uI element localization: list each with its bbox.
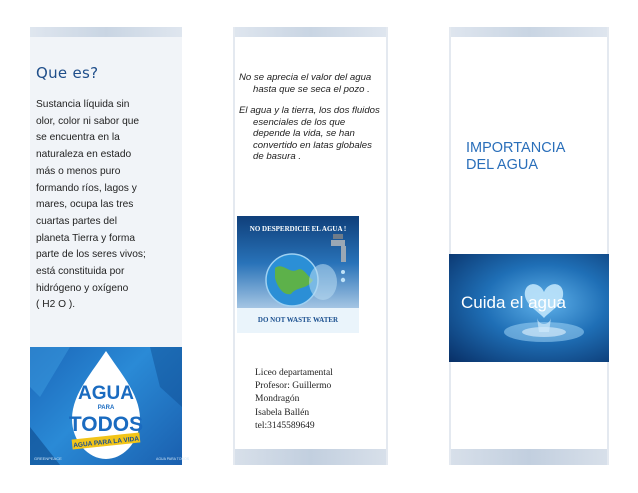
definition-line: se encuentra en la — [36, 132, 120, 144]
poster-word-todos: TODOS — [68, 413, 144, 436]
credit-phone: tel:3145589649 — [255, 420, 315, 431]
quote-line: depende la vida, se han — [253, 128, 355, 140]
definition-line: cuartas partes del — [36, 215, 117, 227]
poster-ribbon: AGUA PARA LA VIDA — [72, 435, 140, 450]
quote-line: convertido en latas globales — [253, 139, 372, 151]
panel-top-bar — [449, 27, 609, 37]
poster-word-agua: AGUA — [78, 383, 134, 404]
panel-top-bar — [233, 27, 388, 37]
quote-line: El agua y la tierra, los dos fluidos — [239, 105, 380, 116]
heading-line: IMPORTANCIA — [466, 140, 566, 156]
quote-line: No se aprecia el valor del agua — [239, 72, 372, 83]
definition-line: más o menos puro — [36, 165, 121, 177]
definition-line: parte de los seres vivos; — [36, 249, 146, 261]
definition-line: planeta Tierra y forma — [36, 232, 136, 244]
panel-top-bar — [30, 27, 182, 37]
heart-water-graphic — [449, 254, 609, 362]
quote-line: hasta que se seca el pozo . — [253, 83, 370, 95]
poster-graphic — [30, 347, 190, 465]
image-headline-en: DO NOT WASTE WATER — [257, 316, 339, 324]
heading-line: DEL AGUA — [466, 157, 538, 173]
definition-text — [36, 97, 176, 314]
credit-student: Isabela Ballén — [255, 407, 310, 418]
definition-line: formando ríos, lagos y — [36, 182, 137, 194]
quote-fluidos — [239, 105, 399, 163]
poster-footer-right: AGUA PARA TODOS — [156, 457, 190, 461]
panel-bottom-bar — [449, 449, 609, 465]
save-water-image — [237, 216, 359, 333]
agua-para-todos-poster — [30, 347, 190, 465]
importancia-heading — [466, 140, 565, 174]
credits-block — [255, 367, 333, 433]
panel-bottom-bar — [233, 449, 388, 465]
definition-line: olor, color ni sabor que — [36, 115, 140, 127]
definition-line: mares, ocupa las tres — [36, 199, 134, 211]
poster-footer-left: GREENPEACE — [34, 456, 62, 461]
quote-line: esenciales de los que — [253, 116, 346, 128]
definition-line: naturaleza en estado — [36, 149, 132, 161]
panel-border — [449, 27, 451, 465]
save-water-graphic — [237, 216, 359, 333]
credit-teacher: Profesor: Guillermo — [255, 381, 332, 392]
definition-line: Sustancia líquida sin — [36, 99, 130, 110]
definition-line: ( H2 O ). — [36, 299, 76, 311]
poster-word-para: PARA — [97, 405, 115, 411]
quote-line: de basura . — [253, 151, 302, 163]
credit-teacher-surname: Mondragón — [255, 394, 300, 405]
panel-border — [607, 27, 609, 465]
que-es-heading: Que es? — [36, 64, 99, 82]
image-headline-es: NO DESPERDICIE EL AGUA ! — [249, 225, 347, 233]
definition-line: está constituida por — [36, 266, 125, 278]
right-panel — [449, 27, 609, 465]
cuida-el-agua-image — [449, 254, 609, 362]
cuida-el-agua-caption: Cuida el agua — [461, 293, 566, 312]
definition-line: hidrógeno y oxígeno — [36, 282, 129, 294]
panel-border — [233, 27, 235, 465]
credit-school: Liceo departamental — [255, 368, 333, 378]
quote-pozo — [239, 72, 399, 95]
